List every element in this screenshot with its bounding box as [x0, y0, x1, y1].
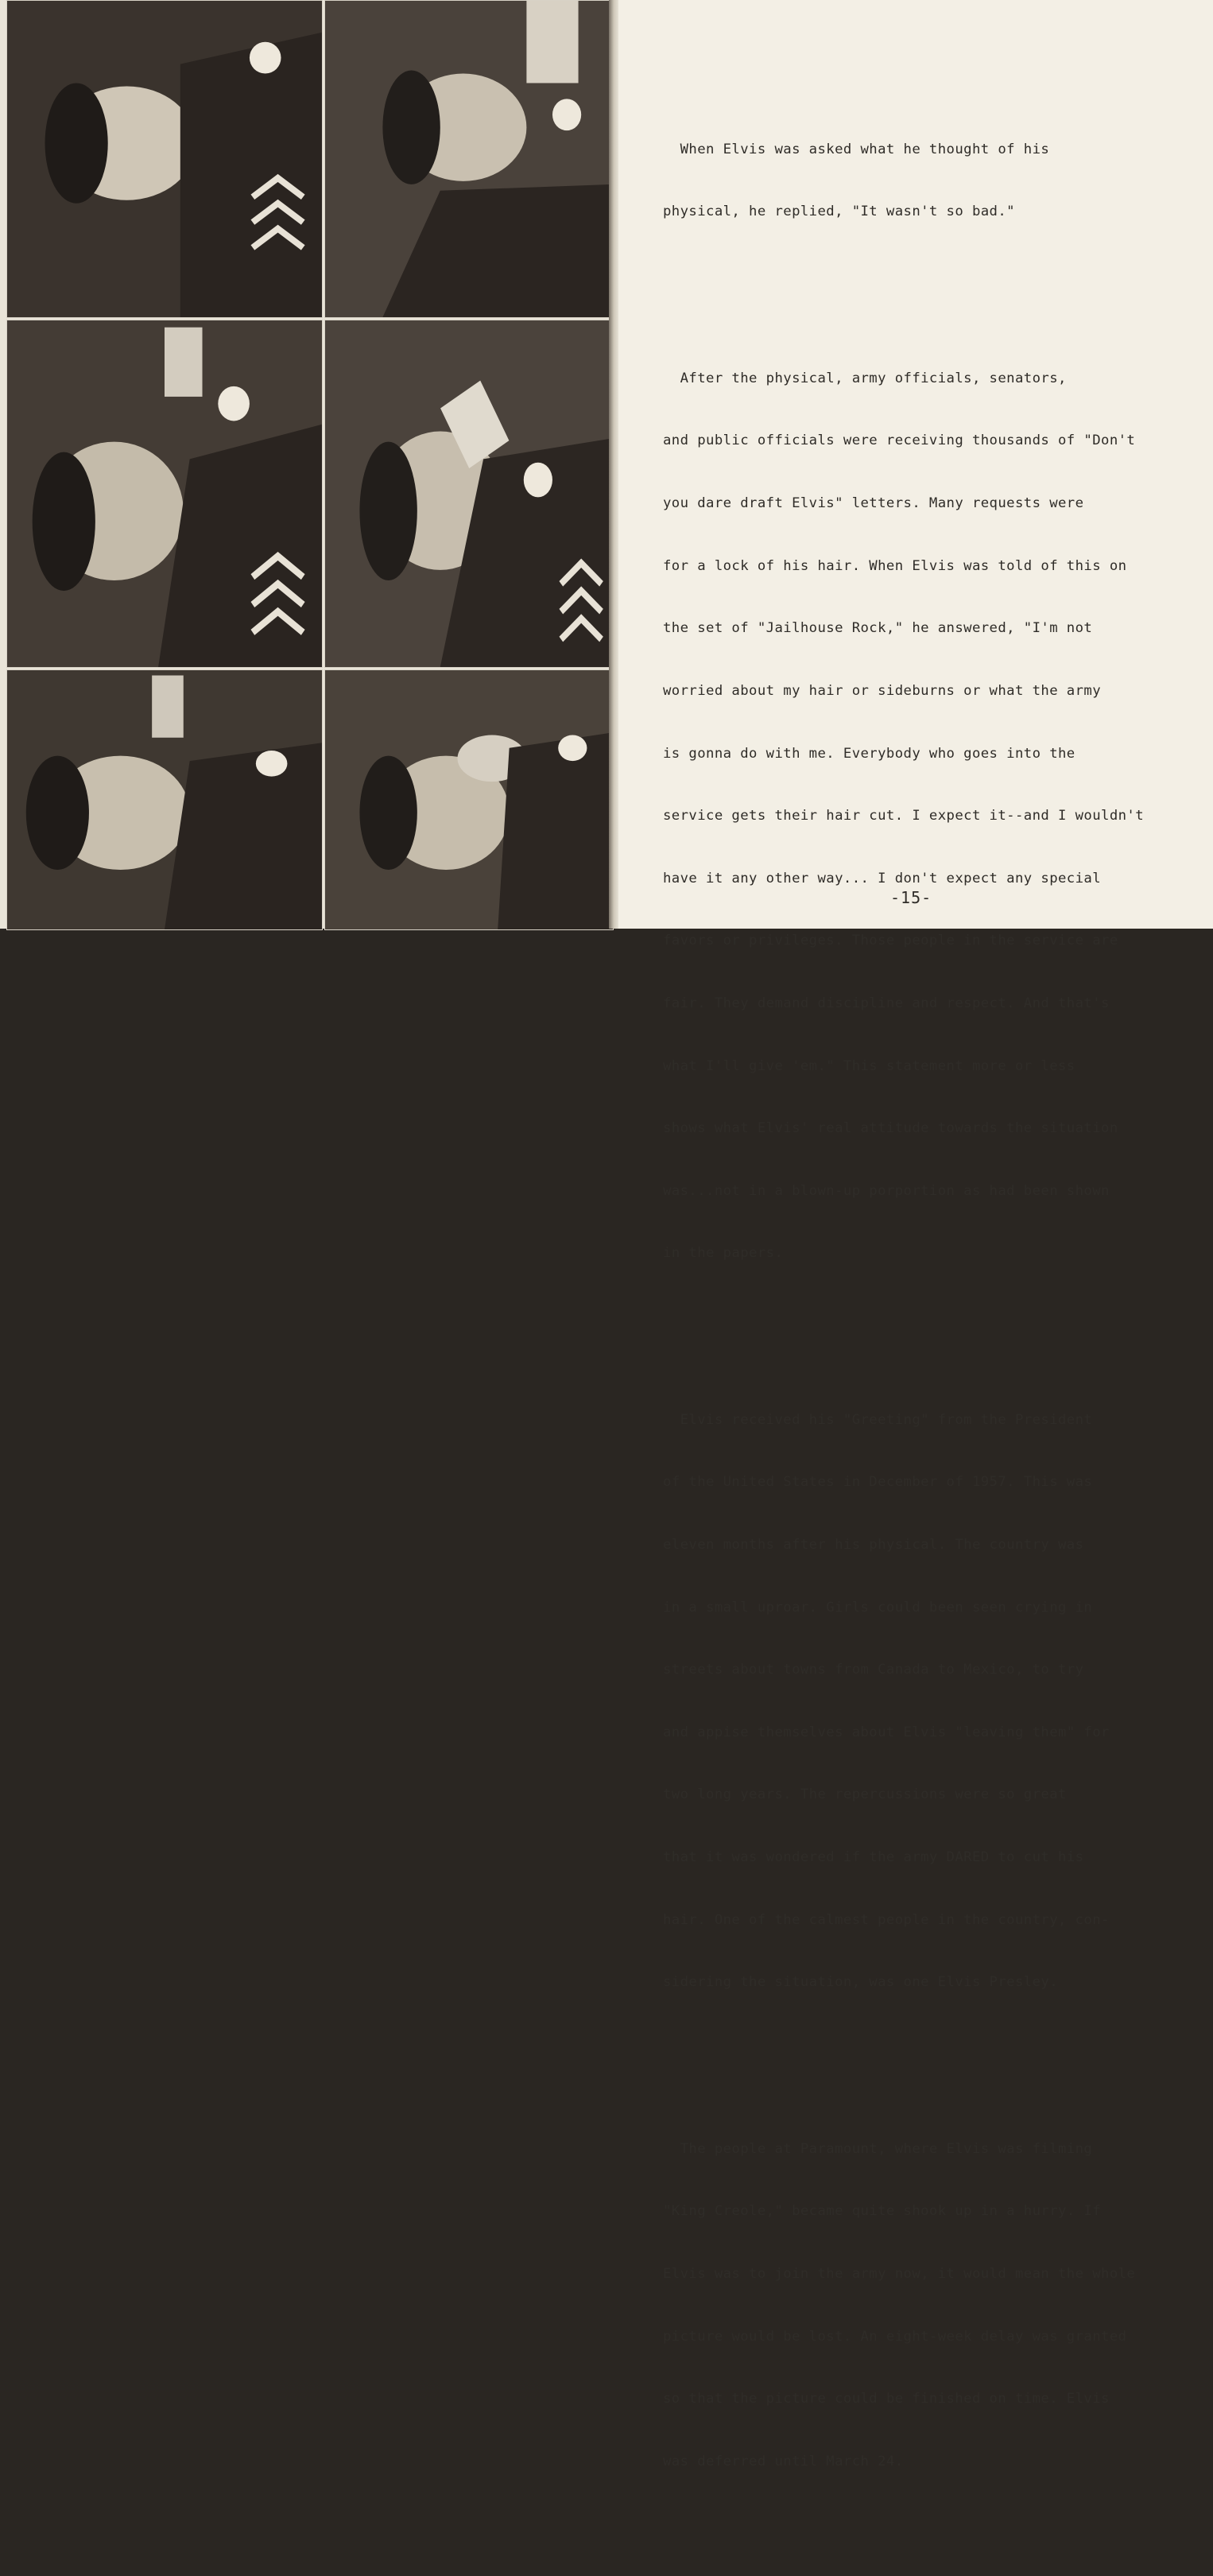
text-line: The people at Paramount, where Elvis was filming	[663, 2140, 1093, 2157]
text-line: eleven months after his physical. The country was	[663, 1537, 1084, 1554]
text-line: When Elvis was asked what he thought of his	[663, 141, 1050, 157]
text-line: was deferred until March 24.	[663, 2453, 904, 2469]
portrait-soldier-looking-up-photo-icon	[7, 670, 322, 929]
text-line: was...not in a blown-up porportion as had been shown	[663, 1182, 1110, 1199]
text-line: Elvis received his "Greeting" from the President	[663, 1411, 1093, 1428]
text-line: for a lock of his hair. When Elvis was told of this on	[663, 557, 1127, 574]
text-line: in the papers.	[663, 1245, 784, 1262]
text-line: picture would be lost. An eight-week delay was granted	[663, 2328, 1127, 2345]
text-line: Elvis was to join the army now, it would mean the whole	[663, 2265, 1136, 2282]
text-line: hair. One of the calmest people in the country, con-	[663, 1911, 1110, 1928]
photo-middle-right	[324, 320, 614, 668]
paragraph-physical	[663, 97, 1196, 264]
text-line: that it was wondered if the army DARED to cut his	[663, 1849, 1084, 1866]
text-line: and appise themselves about Elvis "leaving them" for	[663, 1724, 1110, 1740]
text-line: have it any other way... I don't expect any special	[663, 870, 1102, 886]
text-line: favors or privileges. Those people in the service are	[663, 933, 1118, 949]
text-line: of the United States in December of 1957. This was	[663, 1474, 1093, 1491]
text-line: so that the picture could be finished on time. Elvis	[663, 2391, 1110, 2407]
text-line: After the physical, army officials, senators,	[663, 370, 1067, 386]
photo-top-left	[6, 0, 323, 318]
text-line: streets about towns from Canada to Mexico, to try	[663, 1662, 1084, 1678]
portrait-soldier-microphone-speaking-photo-icon	[325, 320, 613, 667]
text-line: service gets their hair cut. I expect it--and I wouldn't	[663, 808, 1145, 824]
text-line: the set of "Jailhouse Rock," he answered, "I'm not	[663, 620, 1093, 637]
paragraph-paramount	[663, 2097, 1196, 2513]
portrait-soldier-hand-to-mouth-photo-icon	[325, 670, 613, 929]
text-line: and public officials were receiving thousands of "Don't	[663, 433, 1136, 449]
text-line: you dare draft Elvis" letters. Many requests were	[663, 495, 1084, 512]
photo-page	[0, 0, 614, 929]
photo-top-right	[324, 0, 614, 318]
text-page	[618, 0, 1213, 2469]
paragraph-greeting	[663, 1368, 1196, 2035]
photo-middle-left	[6, 320, 323, 668]
portrait-soldier-microphone-photo-icon	[325, 1, 613, 317]
text-line: in a small uproar. Girls could been seen crying in	[663, 1599, 1093, 1616]
photo-bottom-right	[324, 669, 614, 930]
portrait-soldier-profile-photo-icon	[7, 320, 322, 667]
text-line: fair. They demand discipline and respect. And that's	[663, 995, 1110, 1011]
text-line: two long years. The repercussions were so great	[663, 1787, 1067, 1803]
text-line: is gonna do with me. Everybody who goes into the	[663, 745, 1075, 762]
text-line: worried about my hair or sideburns or what the army	[663, 682, 1102, 699]
text-line: what I'll give 'em." This statement more or less	[663, 1057, 1075, 1074]
text-line: shows what Elvis' real attitude towards the situation	[663, 1120, 1118, 1137]
paragraph-letters	[663, 326, 1196, 1305]
page-number: -15-	[890, 888, 932, 907]
text-line: sidering the situation, was one Elvis Presley.	[663, 1974, 1058, 1991]
photo-bottom-left	[6, 669, 323, 930]
text-line: "King Creole," became quite shook up in a hurry. If	[663, 2203, 1102, 2220]
portrait-soldier-smiling-photo-icon	[7, 1, 322, 317]
text-line: physical, he replied, "It wasn't so bad."	[663, 204, 1015, 220]
article-body	[663, 56, 1196, 2576]
